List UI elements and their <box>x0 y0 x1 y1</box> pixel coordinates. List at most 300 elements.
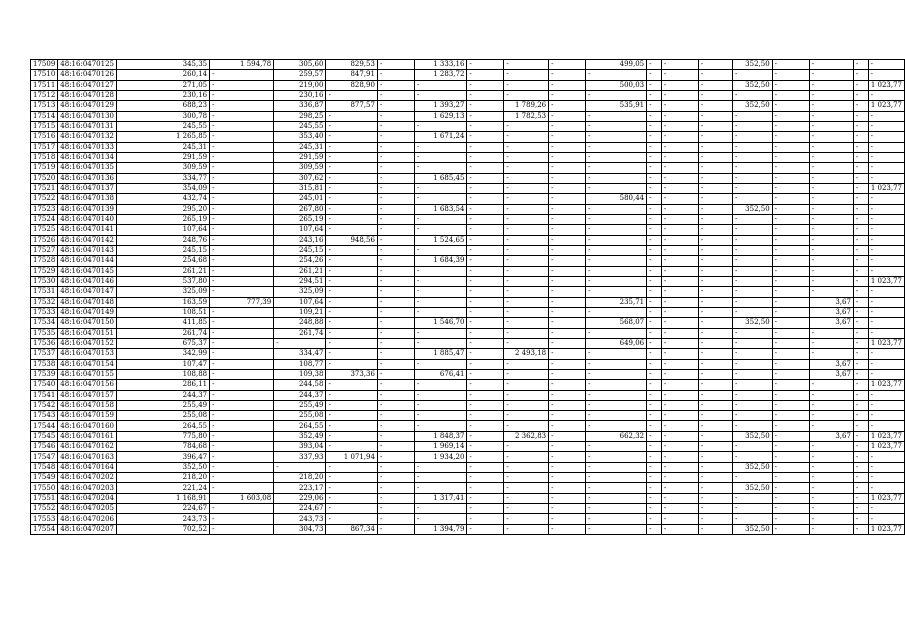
value-cell: - <box>586 214 647 224</box>
value-cell: - <box>853 183 868 193</box>
value-cell: 676,41 <box>414 369 466 379</box>
value-cell: 1 671,24 <box>414 132 466 142</box>
value-cell: - <box>549 524 586 534</box>
value-cell: - <box>210 70 274 80</box>
value-cell: - <box>586 369 647 379</box>
value-cell: - <box>210 400 274 410</box>
value-cell: - <box>326 287 377 297</box>
value-cell: - <box>210 276 274 286</box>
value-cell: 109,21 <box>274 307 326 317</box>
value-cell: - <box>210 483 274 493</box>
value-cell: - <box>853 390 868 400</box>
value-cell: 352,50 <box>733 80 773 90</box>
value-cell: 245,31 <box>274 142 326 152</box>
value-cell: - <box>504 204 549 214</box>
value-cell: - <box>733 380 773 390</box>
value-cell: - <box>733 142 773 152</box>
value-cell: - <box>853 90 868 100</box>
value-cell: - <box>772 504 809 514</box>
value-cell: 218,20 <box>117 473 210 483</box>
value-cell: - <box>698 121 732 131</box>
value-cell: - <box>853 111 868 121</box>
value-cell: 107,47 <box>117 359 210 369</box>
value-cell: - <box>647 214 662 224</box>
value-cell: - <box>772 493 809 503</box>
value-cell: - <box>467 380 504 390</box>
value-cell: - <box>586 173 647 183</box>
value-cell: - <box>661 235 698 245</box>
value-cell: - <box>661 276 698 286</box>
value-cell: 107,64 <box>117 225 210 235</box>
value-cell: 662,32 <box>586 431 647 441</box>
value-cell: - <box>647 245 662 255</box>
value-cell: - <box>414 421 466 431</box>
value-cell: - <box>661 225 698 235</box>
value-cell: - <box>733 70 773 80</box>
value-cell: - <box>809 152 853 162</box>
value-cell: 1 524,65 <box>414 235 466 245</box>
value-cell: - <box>647 483 662 493</box>
value-cell: 107,64 <box>274 225 326 235</box>
value-cell: - <box>853 60 868 70</box>
value-cell: - <box>467 60 504 70</box>
cadastral-value-table <box>30 59 905 535</box>
value-cell: - <box>772 225 809 235</box>
value-cell: - <box>210 163 274 173</box>
value-cell: - <box>809 328 853 338</box>
value-cell: - <box>326 380 377 390</box>
value-cell: - <box>647 411 662 421</box>
value-cell: - <box>586 204 647 214</box>
value-cell: 315,81 <box>274 183 326 193</box>
value-cell: - <box>414 307 466 317</box>
value-cell: - <box>326 504 377 514</box>
value-cell: - <box>326 338 377 348</box>
value-cell: - <box>414 225 466 235</box>
value-cell: 877,57 <box>326 101 377 111</box>
value-cell: - <box>377 462 414 472</box>
value-cell: - <box>326 431 377 441</box>
value-cell: - <box>661 101 698 111</box>
value-cell: - <box>326 152 377 162</box>
value-cell: - <box>210 411 274 421</box>
value-cell: - <box>647 60 662 70</box>
value-cell: - <box>326 400 377 410</box>
value-cell: - <box>772 121 809 131</box>
value-cell: - <box>326 473 377 483</box>
value-cell: - <box>853 287 868 297</box>
value-cell: - <box>733 493 773 503</box>
value-cell: - <box>377 235 414 245</box>
value-cell: 224,67 <box>117 504 210 514</box>
value-cell: - <box>210 524 274 534</box>
cadastral-number-cell: 48:16:0470134 <box>58 152 117 162</box>
value-cell: - <box>504 266 549 276</box>
value-cell: 294,51 <box>274 276 326 286</box>
value-cell: - <box>414 287 466 297</box>
value-cell: - <box>868 245 904 255</box>
value-cell: - <box>326 462 377 472</box>
value-cell: 244,37 <box>274 390 326 400</box>
value-cell: - <box>647 101 662 111</box>
value-cell: - <box>772 204 809 214</box>
value-cell: 254,68 <box>117 256 210 266</box>
value-cell: - <box>549 442 586 452</box>
value-cell: - <box>326 493 377 503</box>
value-cell: 235,71 <box>586 297 647 307</box>
value-cell: - <box>274 338 326 348</box>
value-cell: 353,40 <box>274 132 326 142</box>
row-number-cell: 17552 <box>31 504 58 514</box>
value-cell: - <box>549 173 586 183</box>
value-cell: - <box>210 142 274 152</box>
value-cell: - <box>326 421 377 431</box>
value-cell: - <box>586 400 647 410</box>
table-row <box>31 369 905 379</box>
cadastral-number-cell: 48:16:0470148 <box>58 297 117 307</box>
value-cell: - <box>698 380 732 390</box>
row-number-cell: 17530 <box>31 276 58 286</box>
value-cell: - <box>586 225 647 235</box>
value-cell: - <box>210 338 274 348</box>
value-cell: - <box>467 173 504 183</box>
value-cell: - <box>467 245 504 255</box>
value-cell: - <box>326 390 377 400</box>
value-cell: - <box>809 462 853 472</box>
value-cell: - <box>868 462 904 472</box>
value-cell: 342,99 <box>117 349 210 359</box>
value-cell: - <box>647 390 662 400</box>
value-cell: - <box>549 60 586 70</box>
value-cell: - <box>377 266 414 276</box>
value-cell: - <box>698 369 732 379</box>
value-cell: - <box>698 514 732 524</box>
row-number-cell: 17549 <box>31 473 58 483</box>
table-row <box>31 287 905 297</box>
value-cell: 1 603,08 <box>210 493 274 503</box>
row-number-cell: 17532 <box>31 297 58 307</box>
value-cell: - <box>733 452 773 462</box>
row-number-cell: 17509 <box>31 60 58 70</box>
value-cell: - <box>661 132 698 142</box>
value-cell: - <box>853 380 868 390</box>
value-cell: 352,50 <box>117 462 210 472</box>
value-cell: - <box>326 194 377 204</box>
value-cell: - <box>467 338 504 348</box>
value-cell: - <box>853 504 868 514</box>
value-cell: - <box>647 400 662 410</box>
value-cell: - <box>504 380 549 390</box>
value-cell: - <box>414 152 466 162</box>
value-cell: - <box>698 90 732 100</box>
value-cell: - <box>772 142 809 152</box>
table-row <box>31 524 905 534</box>
value-cell: - <box>210 235 274 245</box>
value-cell: - <box>809 380 853 390</box>
value-cell: - <box>772 132 809 142</box>
value-cell: - <box>586 421 647 431</box>
value-cell: - <box>377 225 414 235</box>
cadastral-number-cell: 48:16:0470150 <box>58 318 117 328</box>
value-cell: - <box>661 411 698 421</box>
value-cell: - <box>647 328 662 338</box>
value-cell: - <box>504 90 549 100</box>
value-cell: - <box>504 60 549 70</box>
value-cell: - <box>853 204 868 214</box>
value-cell: - <box>210 225 274 235</box>
table-body <box>31 60 905 535</box>
value-cell: - <box>661 183 698 193</box>
row-number-cell: 17533 <box>31 307 58 317</box>
value-cell: - <box>586 493 647 503</box>
value-cell: - <box>868 111 904 121</box>
value-cell: - <box>661 349 698 359</box>
value-cell: - <box>661 152 698 162</box>
value-cell: 309,59 <box>274 163 326 173</box>
value-cell: - <box>809 214 853 224</box>
cadastral-number-cell: 48:16:0470131 <box>58 121 117 131</box>
value-cell: - <box>809 204 853 214</box>
value-cell: 1 023,77 <box>868 431 904 441</box>
row-number-cell: 17535 <box>31 328 58 338</box>
value-cell: - <box>772 462 809 472</box>
value-cell: 221,24 <box>117 483 210 493</box>
value-cell: - <box>549 121 586 131</box>
value-cell: - <box>414 359 466 369</box>
value-cell: 3,67 <box>809 318 853 328</box>
value-cell: - <box>647 194 662 204</box>
value-cell: - <box>647 276 662 286</box>
value-cell: 828,90 <box>326 80 377 90</box>
value-cell: - <box>647 338 662 348</box>
value-cell: - <box>733 328 773 338</box>
value-cell: 1 023,77 <box>868 442 904 452</box>
cadastral-number-cell: 48:16:0470155 <box>58 369 117 379</box>
value-cell: - <box>414 380 466 390</box>
value-cell: - <box>504 442 549 452</box>
value-cell: - <box>467 111 504 121</box>
table-row <box>31 349 905 359</box>
table-row <box>31 235 905 245</box>
value-cell: - <box>414 163 466 173</box>
value-cell: - <box>549 369 586 379</box>
value-cell: - <box>661 111 698 121</box>
value-cell: - <box>733 359 773 369</box>
value-cell: - <box>414 276 466 286</box>
value-cell: 163,59 <box>117 297 210 307</box>
value-cell: - <box>698 483 732 493</box>
value-cell: 3,67 <box>809 431 853 441</box>
value-cell: - <box>377 380 414 390</box>
value-cell: - <box>210 80 274 90</box>
row-number-cell: 17536 <box>31 338 58 348</box>
value-cell: - <box>733 256 773 266</box>
value-cell: - <box>772 266 809 276</box>
value-cell: 261,21 <box>274 266 326 276</box>
cadastral-number-cell: 48:16:0470149 <box>58 307 117 317</box>
value-cell: 109,38 <box>274 369 326 379</box>
value-cell: 702,52 <box>117 524 210 534</box>
value-cell: - <box>326 132 377 142</box>
value-cell: 265,19 <box>274 214 326 224</box>
value-cell: - <box>377 142 414 152</box>
value-cell: - <box>698 524 732 534</box>
value-cell: - <box>504 473 549 483</box>
value-cell: - <box>868 235 904 245</box>
value-cell: - <box>698 421 732 431</box>
value-cell: - <box>733 183 773 193</box>
value-cell: - <box>586 462 647 472</box>
value-cell: - <box>549 80 586 90</box>
value-cell: - <box>661 287 698 297</box>
value-cell: - <box>467 493 504 503</box>
value-cell: 1 265,85 <box>117 132 210 142</box>
value-cell: - <box>586 121 647 131</box>
value-cell: - <box>772 442 809 452</box>
value-cell: - <box>549 70 586 80</box>
value-cell: - <box>377 173 414 183</box>
value-cell: - <box>698 276 732 286</box>
value-cell: - <box>467 328 504 338</box>
cadastral-number-cell: 48:16:0470152 <box>58 338 117 348</box>
value-cell: - <box>586 411 647 421</box>
cadastral-number-cell: 48:16:0470136 <box>58 173 117 183</box>
table-row <box>31 452 905 462</box>
value-cell: 1 023,77 <box>868 524 904 534</box>
value-cell: - <box>377 390 414 400</box>
value-cell: - <box>504 411 549 421</box>
value-cell: - <box>586 183 647 193</box>
value-cell: - <box>647 142 662 152</box>
value-cell: - <box>210 245 274 255</box>
value-cell: - <box>549 214 586 224</box>
cadastral-number-cell: 48:16:0470153 <box>58 349 117 359</box>
value-cell: - <box>549 452 586 462</box>
value-cell: - <box>698 142 732 152</box>
value-cell: 337,93 <box>274 452 326 462</box>
value-cell: - <box>868 70 904 80</box>
value-cell: - <box>586 307 647 317</box>
value-cell: - <box>326 142 377 152</box>
value-cell: - <box>467 442 504 452</box>
value-cell: - <box>414 462 466 472</box>
value-cell: - <box>210 214 274 224</box>
value-cell: - <box>772 328 809 338</box>
value-cell: - <box>414 504 466 514</box>
row-number-cell: 17539 <box>31 369 58 379</box>
value-cell: - <box>549 338 586 348</box>
value-cell: - <box>698 235 732 245</box>
value-cell: - <box>853 493 868 503</box>
value-cell: - <box>467 514 504 524</box>
value-cell: 373,36 <box>326 369 377 379</box>
value-cell: - <box>661 204 698 214</box>
value-cell: - <box>504 214 549 224</box>
value-cell: - <box>868 60 904 70</box>
value-cell: - <box>698 307 732 317</box>
value-cell: - <box>853 359 868 369</box>
value-cell: 1 594,78 <box>210 60 274 70</box>
table-row <box>31 80 905 90</box>
table-row <box>31 297 905 307</box>
value-cell: - <box>809 442 853 452</box>
value-cell: - <box>504 183 549 193</box>
value-cell: - <box>647 473 662 483</box>
value-cell: - <box>647 121 662 131</box>
value-cell: - <box>772 359 809 369</box>
value-cell: - <box>326 411 377 421</box>
value-cell: 500,03 <box>586 80 647 90</box>
cadastral-number-cell: 48:16:0470135 <box>58 163 117 173</box>
value-cell: - <box>809 411 853 421</box>
cadastral-number-cell: 48:16:0470202 <box>58 473 117 483</box>
value-cell: 847,91 <box>326 70 377 80</box>
value-cell: - <box>504 390 549 400</box>
value-cell: - <box>326 90 377 100</box>
value-cell: - <box>733 132 773 142</box>
value-cell: - <box>698 359 732 369</box>
value-cell: - <box>809 194 853 204</box>
value-cell: - <box>809 287 853 297</box>
value-cell: 1 168,91 <box>117 493 210 503</box>
value-cell: - <box>733 369 773 379</box>
value-cell: - <box>698 462 732 472</box>
value-cell: - <box>210 204 274 214</box>
value-cell: - <box>661 369 698 379</box>
value-cell: - <box>586 442 647 452</box>
row-number-cell: 17511 <box>31 80 58 90</box>
value-cell: - <box>809 390 853 400</box>
value-cell: - <box>853 276 868 286</box>
value-cell: - <box>647 307 662 317</box>
value-cell: - <box>853 524 868 534</box>
value-cell: - <box>504 287 549 297</box>
value-cell: - <box>853 163 868 173</box>
value-cell: - <box>772 80 809 90</box>
value-cell: - <box>868 411 904 421</box>
value-cell: - <box>414 214 466 224</box>
value-cell: - <box>549 359 586 369</box>
cadastral-number-cell: 48:16:0470206 <box>58 514 117 524</box>
value-cell: - <box>661 359 698 369</box>
value-cell: - <box>868 142 904 152</box>
value-cell: 535,91 <box>586 101 647 111</box>
value-cell: - <box>586 163 647 173</box>
value-cell: - <box>414 183 466 193</box>
value-cell: - <box>868 297 904 307</box>
value-cell: - <box>586 473 647 483</box>
value-cell: - <box>504 421 549 431</box>
value-cell: - <box>772 452 809 462</box>
value-cell: - <box>549 225 586 235</box>
value-cell: - <box>549 380 586 390</box>
value-cell: - <box>868 483 904 493</box>
value-cell: - <box>210 173 274 183</box>
value-cell: - <box>586 90 647 100</box>
cadastral-number-cell: 48:16:0470156 <box>58 380 117 390</box>
value-cell: - <box>809 473 853 483</box>
value-cell: - <box>549 504 586 514</box>
value-cell: - <box>772 297 809 307</box>
value-cell: - <box>377 359 414 369</box>
value-cell: - <box>549 493 586 503</box>
value-cell: - <box>661 483 698 493</box>
value-cell: - <box>772 183 809 193</box>
value-cell: - <box>377 442 414 452</box>
value-cell: - <box>809 132 853 142</box>
value-cell: - <box>210 121 274 131</box>
value-cell: - <box>647 256 662 266</box>
